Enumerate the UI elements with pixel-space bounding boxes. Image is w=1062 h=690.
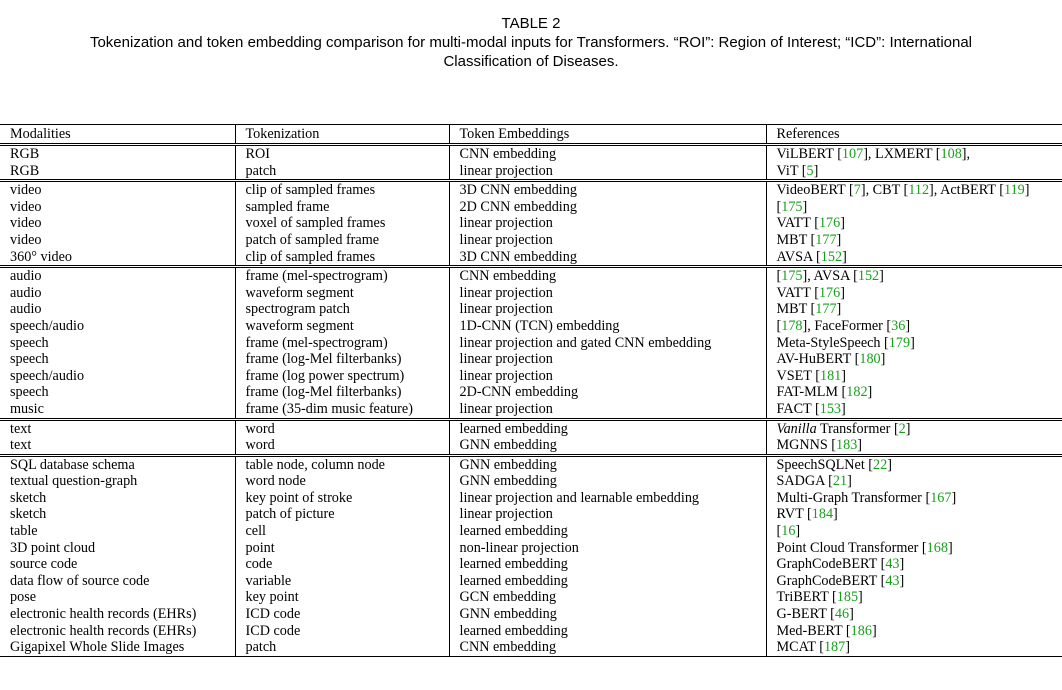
modality-cell: music xyxy=(10,400,44,417)
reference-text: VideoBERT [ xyxy=(776,182,854,199)
citation-link[interactable]: 187 xyxy=(823,639,846,656)
citation-link[interactable]: 5 xyxy=(806,162,814,179)
modality-cell: speech/audio xyxy=(10,367,85,384)
reference-text: ] xyxy=(802,198,808,215)
citation-link[interactable]: 16 xyxy=(781,523,796,540)
table-row xyxy=(0,285,1062,302)
references-cell xyxy=(766,401,1062,419)
reference-text: Point Cloud Transformer [ xyxy=(776,539,927,556)
reference-text: ] xyxy=(879,268,884,285)
reference-text: MGNNS [ xyxy=(776,437,837,454)
embedding-cell: linear projection xyxy=(449,232,766,249)
reference-text: ] xyxy=(951,489,957,506)
reference-text: ] xyxy=(910,334,915,351)
references-cell xyxy=(766,556,1062,573)
table-caption xyxy=(0,14,1062,71)
table-row xyxy=(0,401,1062,419)
tokenization-cell: frame (log-Mel filterbanks) xyxy=(235,351,449,368)
table-row xyxy=(0,301,1062,318)
table-row xyxy=(0,573,1062,590)
embedding-cell: 2D CNN embedding xyxy=(449,199,766,216)
reference-text: ] xyxy=(836,301,842,318)
table-label: TABLE 2 xyxy=(501,15,561,32)
references-cell xyxy=(766,301,1062,318)
reference-text: Med-BERT [ xyxy=(776,622,851,639)
modality-cell: textual question-graph xyxy=(10,473,138,490)
citation-link[interactable]: 36 xyxy=(891,317,906,334)
table-row xyxy=(0,267,1062,285)
modality-cell: video xyxy=(0,181,235,199)
reference-text: MBT [ xyxy=(776,231,816,248)
citation-link[interactable]: 168 xyxy=(926,539,948,556)
citation-link[interactable]: 180 xyxy=(859,351,881,368)
embedding-cell: learned embedding xyxy=(449,556,766,573)
references-cell xyxy=(766,181,1062,199)
citation-link[interactable]: 167 xyxy=(930,489,952,506)
table-row xyxy=(0,145,1062,163)
modality-cell: speech xyxy=(10,334,49,351)
modality-cell: audio xyxy=(0,267,235,285)
reference-text: AVSA [ xyxy=(776,248,821,265)
citation-link[interactable]: 177 xyxy=(815,231,837,248)
reference-text: ] xyxy=(899,572,905,589)
tokenization-cell: frame (log-Mel filterbanks) xyxy=(235,384,449,401)
reference-text: ] xyxy=(840,215,845,232)
tokenization-cell: waveform segment xyxy=(235,285,449,302)
reference-text: Multi-Graph Transformer [ xyxy=(776,489,931,506)
tokenization-cell: patch of picture xyxy=(235,506,449,523)
references-cell xyxy=(766,639,1062,656)
tokenization-cell: frame (mel-spectrogram) xyxy=(235,267,449,285)
reference-text: VATT [ xyxy=(776,284,819,301)
references-cell xyxy=(766,523,1062,540)
reference-text: ] xyxy=(847,473,852,490)
reference-text: VSET [ xyxy=(776,367,820,384)
header-row xyxy=(0,125,1062,145)
embedding-cell: 1D-CNN (TCN) embedding xyxy=(449,318,766,335)
embedding-cell: GNN embedding xyxy=(449,473,766,490)
tokenization-cell: spectrogram patch xyxy=(235,301,449,318)
citation-link[interactable]: 176 xyxy=(818,284,841,301)
reference-text: [ xyxy=(776,317,782,334)
reference-text: ] xyxy=(947,539,953,556)
reference-text: ] xyxy=(905,420,911,437)
reference-text: ] xyxy=(858,589,863,606)
reference-text: ] xyxy=(836,231,842,248)
references-cell xyxy=(766,335,1062,352)
embedding-cell: linear projection xyxy=(449,163,766,181)
table-row xyxy=(0,523,1062,540)
references-cell xyxy=(766,249,1062,267)
modality-cell: sketch xyxy=(10,489,47,506)
modality-cell: speech/audio xyxy=(10,317,85,334)
references-cell xyxy=(766,419,1062,437)
modality-cell: audio xyxy=(10,301,42,318)
table-row xyxy=(0,181,1062,199)
table-row xyxy=(0,199,1062,216)
table-row xyxy=(0,437,1062,455)
references-cell xyxy=(766,199,1062,216)
tokenization-cell: voxel of sampled frames xyxy=(235,215,449,232)
tokenization-cell: word xyxy=(235,419,449,437)
embedding-cell: GCN embedding xyxy=(449,589,766,606)
modality-cell: Gigapixel Whole Slide Images xyxy=(0,639,235,656)
citation-link[interactable]: 175 xyxy=(781,268,803,285)
references-cell xyxy=(766,351,1062,368)
reference-text: ], xyxy=(961,146,971,162)
reference-text: ], ActBERT [ xyxy=(929,182,1004,199)
tokenization-cell: word node xyxy=(235,473,449,490)
table-row xyxy=(0,419,1062,437)
reference-text: VATT [ xyxy=(776,215,819,232)
tokenization-cell: waveform segment xyxy=(235,318,449,335)
reference-text: ViT [ xyxy=(776,162,807,179)
modality-cell: text xyxy=(10,437,32,454)
modality-cell: pose xyxy=(10,589,37,606)
citation-link[interactable]: 178 xyxy=(781,317,803,334)
reference-text: ] xyxy=(795,523,801,540)
embedding-cell: GNN embedding xyxy=(449,437,766,455)
reference-text: FAT-MLM [ xyxy=(776,384,847,401)
tokenization-cell: clip of sampled frames xyxy=(235,249,449,267)
modality-cell: 360° video xyxy=(10,248,73,265)
tokenization-cell: ICD code xyxy=(235,606,449,623)
tokenization-cell: frame (35-dim music feature) xyxy=(235,401,449,419)
modality-cell: 3D point cloud xyxy=(10,539,96,556)
tokenization-cell: variable xyxy=(235,573,449,590)
embedding-cell: linear projection xyxy=(449,506,766,523)
tokenization-cell: frame (log power spectrum) xyxy=(235,368,449,385)
reference-text: FACT [ xyxy=(776,400,820,417)
references-cell xyxy=(766,232,1062,249)
citation-link[interactable]: 43 xyxy=(885,556,900,573)
embedding-cell: CNN embedding xyxy=(449,267,766,285)
reference-text: ] xyxy=(849,606,854,623)
citation-link[interactable]: 181 xyxy=(819,367,842,384)
reference-text: GraphCodeBERT [ xyxy=(776,556,886,573)
reference-text: ] xyxy=(905,317,911,334)
references-cell xyxy=(766,163,1062,181)
embedding-cell: learned embedding xyxy=(449,419,766,437)
reference-italic-text: Vanilla xyxy=(776,420,817,437)
citation-link[interactable]: 22 xyxy=(873,456,888,473)
embedding-cell: linear projection and learnable embedding xyxy=(449,490,766,507)
caption-text-line-1: Tokenization and token embedding comparison for multi-modal inputs for Transformers. “ROI”: Region of Interest; “ICD”: International xyxy=(89,34,973,51)
citation-link[interactable]: 175 xyxy=(781,198,803,215)
table-row xyxy=(0,473,1062,490)
modality-cell: electronic health records (EHRs) xyxy=(10,622,197,639)
references-cell xyxy=(766,384,1062,401)
reference-text: ], FaceFormer [ xyxy=(802,317,892,334)
table-row xyxy=(0,384,1062,401)
header-references: References xyxy=(766,125,1062,145)
references-cell xyxy=(766,490,1062,507)
tokenization-cell: point xyxy=(235,540,449,557)
tokenization-cell: ROI xyxy=(235,145,449,163)
table-row xyxy=(0,540,1062,557)
tokenization-cell: patch of sampled frame xyxy=(235,232,449,249)
references-cell xyxy=(766,573,1062,590)
tokenization-cell: word xyxy=(235,437,449,455)
table-body xyxy=(0,145,1062,657)
reference-text: G-BERT [ xyxy=(776,606,835,623)
table-row xyxy=(0,335,1062,352)
reference-text: Transformer [ xyxy=(816,420,899,437)
table-row xyxy=(0,490,1062,507)
embedding-cell: 3D CNN embedding xyxy=(449,181,766,199)
embedding-cell: linear projection xyxy=(449,301,766,318)
table-row xyxy=(0,556,1062,573)
table-row xyxy=(0,606,1062,623)
caption-text-line-2: Classification of Diseases. xyxy=(443,53,619,70)
modality-cell: electronic health records (EHRs) xyxy=(10,606,197,623)
reference-text: [ xyxy=(776,268,782,285)
reference-text: TriBERT [ xyxy=(776,589,837,606)
embedding-cell: CNN embedding xyxy=(449,639,766,656)
modality-cell: RGB xyxy=(0,145,235,163)
table-row xyxy=(0,589,1062,606)
reference-text: ] xyxy=(871,622,877,639)
references-cell xyxy=(766,285,1062,302)
reference-text: ] xyxy=(833,506,838,523)
embedding-cell: linear projection xyxy=(449,215,766,232)
reference-text: ViLBERT [ xyxy=(776,146,842,162)
modality-cell: video xyxy=(10,231,42,248)
references-cell xyxy=(766,473,1062,490)
modality-cell: text xyxy=(0,419,235,437)
embedding-cell: learned embedding xyxy=(449,573,766,590)
citation-link[interactable]: 46 xyxy=(834,606,850,623)
citation-link[interactable]: 176 xyxy=(818,215,841,232)
tokenization-comparison-table xyxy=(0,124,1062,657)
references-cell xyxy=(766,318,1062,335)
header-tokenization: Tokenization xyxy=(235,125,449,145)
reference-text: ] xyxy=(842,248,847,265)
reference-text: ] xyxy=(899,556,905,573)
references-cell xyxy=(766,437,1062,455)
references-cell xyxy=(766,506,1062,523)
modality-cell: speech xyxy=(10,384,49,401)
reference-text: MCAT [ xyxy=(776,639,824,656)
table-row xyxy=(0,163,1062,181)
tokenization-cell: ICD code xyxy=(235,623,449,640)
references-cell xyxy=(766,589,1062,606)
table-row xyxy=(0,249,1062,267)
reference-text: ] xyxy=(840,284,845,301)
reference-text: RVT [ xyxy=(776,506,812,523)
embedding-cell: 2D-CNN embedding xyxy=(449,384,766,401)
reference-text: ] xyxy=(867,384,873,401)
citation-link[interactable]: 119 xyxy=(1004,182,1025,199)
tokenization-cell: frame (mel-spectrogram) xyxy=(235,335,449,352)
embedding-cell: CNN embedding xyxy=(449,145,766,163)
references-cell xyxy=(766,540,1062,557)
citation-link[interactable]: 184 xyxy=(811,506,834,523)
tokenization-cell: sampled frame xyxy=(235,199,449,216)
citation-link[interactable]: 108 xyxy=(940,146,962,162)
embedding-cell: 3D CNN embedding xyxy=(449,249,766,267)
table-row xyxy=(0,506,1062,523)
embedding-cell: linear projection and gated CNN embedding xyxy=(449,335,766,352)
reference-text: Meta-StyleSpeech [ xyxy=(776,334,889,351)
modality-cell: video xyxy=(10,215,42,232)
table-row xyxy=(0,215,1062,232)
tokenization-cell: key point xyxy=(235,589,449,606)
modality-cell: audio xyxy=(10,284,42,301)
reference-text: SpeechSQLNet [ xyxy=(776,456,874,473)
modality-cell: table xyxy=(10,523,38,540)
tokenization-cell: patch xyxy=(235,639,449,656)
reference-text: [ xyxy=(776,523,782,540)
reference-text: GraphCodeBERT [ xyxy=(776,572,886,589)
table-row xyxy=(0,623,1062,640)
table-row xyxy=(0,318,1062,335)
embedding-cell: linear projection xyxy=(449,401,766,419)
embedding-cell: learned embedding xyxy=(449,523,766,540)
references-cell xyxy=(766,606,1062,623)
citation-link[interactable]: 185 xyxy=(836,589,859,606)
modality-cell: RGB xyxy=(10,162,40,179)
references-cell xyxy=(766,623,1062,640)
reference-text: SADGA [ xyxy=(776,473,833,490)
embedding-cell: GNN embedding xyxy=(449,455,766,473)
embedding-cell: linear projection xyxy=(449,368,766,385)
modality-cell: sketch xyxy=(10,506,47,523)
tokenization-cell: patch xyxy=(235,163,449,181)
header-modalities: Modalities xyxy=(0,125,235,145)
table-row xyxy=(0,639,1062,656)
reference-text: ] xyxy=(1024,182,1030,199)
tokenization-cell: clip of sampled frames xyxy=(235,181,449,199)
table-container xyxy=(0,124,1062,657)
header-token-embeddings: Token Embeddings xyxy=(449,125,766,145)
reference-text: ] xyxy=(841,367,846,384)
references-cell xyxy=(766,368,1062,385)
citation-link[interactable]: 153 xyxy=(819,400,842,417)
reference-text: ] xyxy=(841,400,846,417)
references-cell xyxy=(766,145,1062,163)
modality-cell: speech xyxy=(10,351,49,368)
citation-link[interactable]: 177 xyxy=(815,301,837,318)
reference-text: ] xyxy=(813,162,819,179)
table-row xyxy=(0,232,1062,249)
reference-text: MBT [ xyxy=(776,301,816,318)
references-cell xyxy=(766,215,1062,232)
citation-link[interactable]: 152 xyxy=(857,268,880,285)
embedding-cell: non-linear projection xyxy=(449,540,766,557)
reference-text: ] xyxy=(887,456,892,473)
citation-link[interactable]: 182 xyxy=(846,384,868,401)
table-row xyxy=(0,351,1062,368)
modality-cell: SQL database schema xyxy=(0,455,235,473)
reference-text: ] xyxy=(880,351,886,368)
reference-text: ], CBT [ xyxy=(860,182,909,199)
embedding-cell: GNN embedding xyxy=(449,606,766,623)
modality-cell: data flow of source code xyxy=(10,572,150,589)
modality-cell: video xyxy=(10,198,42,215)
table-row xyxy=(0,455,1062,473)
reference-text: AV-HuBERT [ xyxy=(776,351,860,368)
references-cell xyxy=(766,267,1062,285)
tokenization-cell: code xyxy=(235,556,449,573)
tokenization-cell: table node, column node xyxy=(235,455,449,473)
modality-cell: source code xyxy=(10,556,78,573)
table-row xyxy=(0,368,1062,385)
reference-text: ], LXMERT [ xyxy=(863,146,941,162)
citation-link[interactable]: 7 xyxy=(853,182,861,199)
citation-link[interactable]: 152 xyxy=(820,248,843,265)
reference-text: ], AVSA [ xyxy=(802,268,858,285)
citation-link[interactable]: 2 xyxy=(898,420,906,437)
citation-link[interactable]: 21 xyxy=(832,473,848,490)
citation-link[interactable]: 179 xyxy=(888,334,911,351)
embedding-cell: linear projection xyxy=(449,351,766,368)
reference-text: ] xyxy=(845,639,850,656)
reference-text: ] xyxy=(857,437,863,454)
references-cell xyxy=(766,455,1062,473)
citation-link[interactable]: 107 xyxy=(841,146,864,162)
embedding-cell: linear projection xyxy=(449,285,766,302)
citation-link[interactable]: 183 xyxy=(836,437,858,454)
embedding-cell: learned embedding xyxy=(449,623,766,640)
citation-link[interactable]: 186 xyxy=(850,622,872,639)
tokenization-cell: cell xyxy=(235,523,449,540)
citation-link[interactable]: 112 xyxy=(908,182,930,199)
tokenization-cell: key point of stroke xyxy=(235,490,449,507)
reference-text: [ xyxy=(776,198,782,215)
citation-link[interactable]: 43 xyxy=(885,572,900,589)
